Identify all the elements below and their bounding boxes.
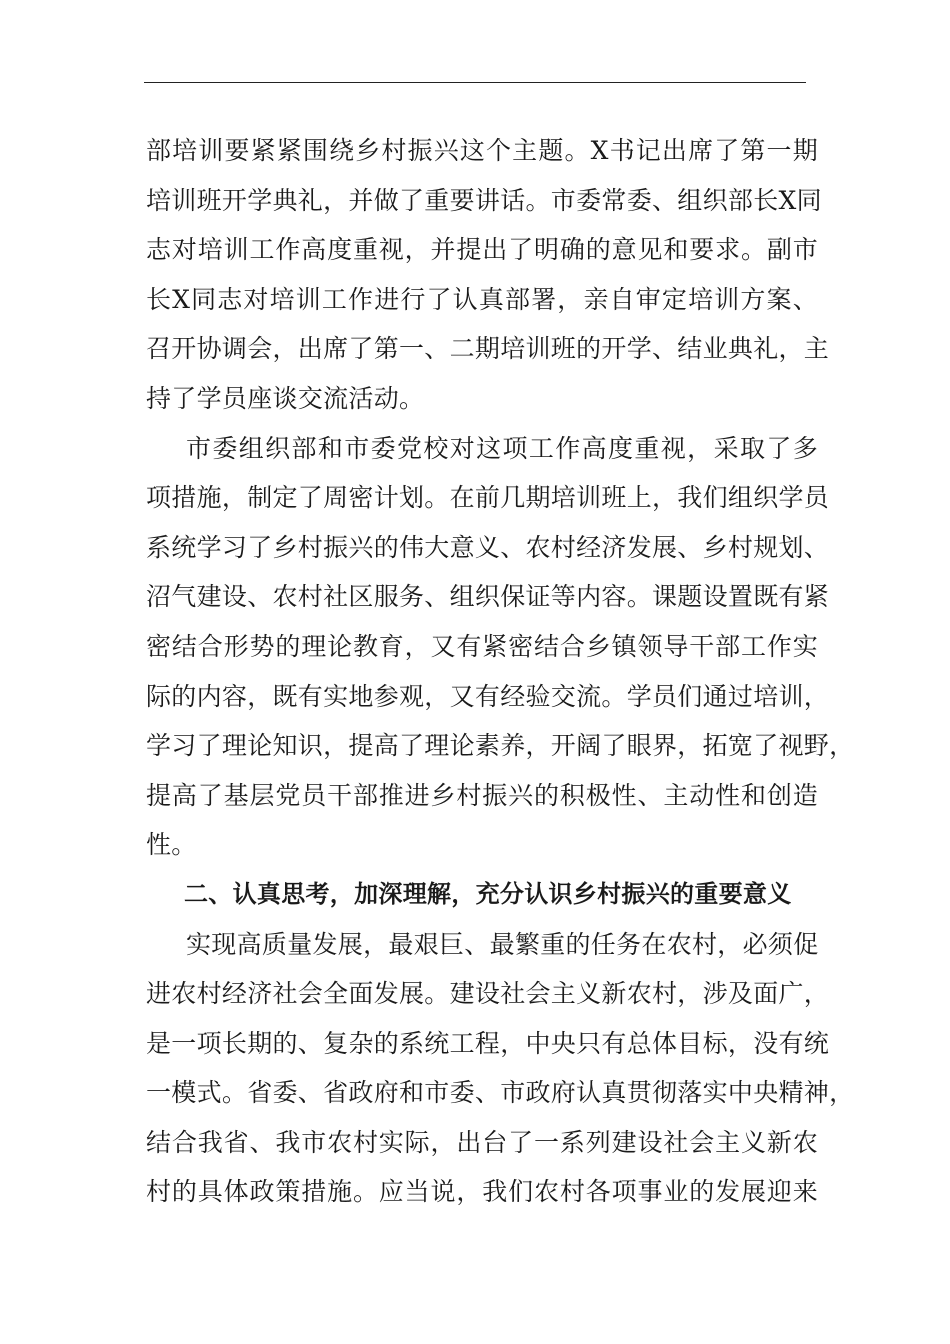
text-line: 村的具体政策措施。应当说，我们农村各项事业的发展迎来: [146, 1177, 818, 1207]
text-line: 培训班开学典礼，并做了重要讲话。市委常委、组织部长X同: [146, 185, 822, 215]
text-line: 学习了理论知识，提高了理论素养，开阔了眼界，拓宽了视野，: [146, 731, 855, 761]
text-line: 是一项长期的、复杂的系统工程，中央只有总体目标，没有统: [146, 1028, 830, 1058]
text-line: 结合我省、我市农村实际，出台了一系列建设社会主义新农: [146, 1127, 818, 1157]
text-line: 际的内容，既有实地参观，又有经验交流。学员们通过培训，: [146, 681, 830, 711]
text-line: 进农村经济社会全面发展。建设社会主义新农村，涉及面广，: [146, 979, 830, 1009]
text-line: 持了学员座谈交流活动。: [146, 383, 425, 413]
header-rule: [144, 82, 806, 83]
text-line: 性。: [146, 830, 197, 860]
text-line: 项措施，制定了周密计划。在前几期培训班上，我们组织学员: [146, 483, 830, 513]
document-body: [146, 126, 855, 1217]
text-line: 一模式。省委、省政府和市委、市政府认真贯彻落实中央精神，: [146, 1078, 855, 1108]
paragraph-first-line: 实现高质量发展，最艰巨、最繁重的任务在农村，必须促: [186, 929, 819, 959]
text-line: 召开协调会，出席了第一、二期培训班的开学、结业典礼，主: [146, 334, 830, 364]
text-line: 沼气建设、农村社区服务、组织保证等内容。课题设置既有紧: [146, 582, 830, 612]
text-line: 部培训要紧紧围绕乡村振兴这个主题。X书记出席了第一期: [146, 136, 818, 165]
text-line: 提高了基层党员干部推进乡村振兴的积极性、主动性和创造: [146, 780, 818, 810]
paragraph-first-line: 市委组织部和市委党校对这项工作高度重视，采取了多: [186, 433, 818, 463]
text-line: 密结合形势的理论教育，又有紧密结合乡镇领导干部工作实: [146, 631, 818, 661]
text-line: 志对培训工作高度重视，并提出了明确的意见和要求。副市: [146, 235, 818, 265]
section-heading: 二、认真思考，加深理解，充分认识乡村振兴的重要意义: [184, 879, 792, 908]
text-line: 系统学习了乡村振兴的伟大意义、农村经济发展、乡村规划、: [146, 532, 830, 562]
text-line: 长X同志对培训工作进行了认真部署，亲自审定培训方案、: [146, 284, 818, 314]
